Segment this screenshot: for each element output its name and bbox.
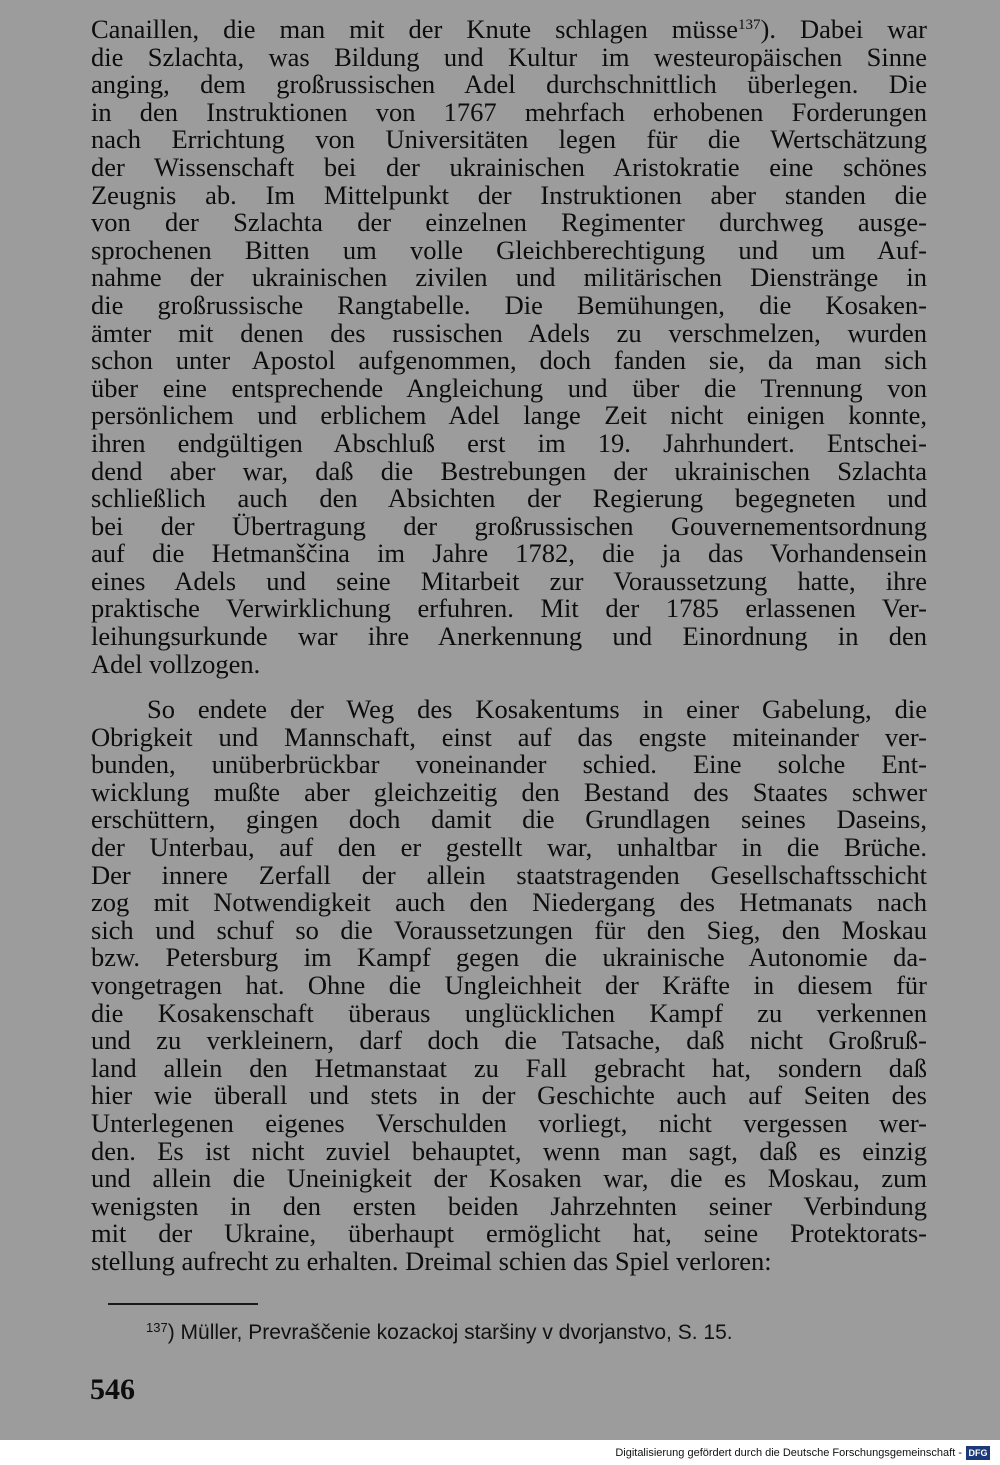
text-line <box>91 1245 927 1276</box>
line-text: in den Instruktionen von 1767 mehrfach erhobenen Forderungen <box>91 96 927 127</box>
footnote <box>146 1319 733 1347</box>
footnote-separator <box>108 1303 258 1305</box>
line-text: persönlichem und erblichem Adel lange Zeit nicht einigen konnte, <box>91 400 927 431</box>
text-line <box>91 540 927 568</box>
text-line <box>91 1082 927 1110</box>
text-line <box>91 289 927 320</box>
line-text: und zu verkleinern, darf doch die Tatsache, daß nicht Großruß- <box>91 1025 927 1056</box>
text-line <box>91 16 927 44</box>
paragraph-1 <box>91 16 927 678</box>
line-text: den. Es ist nicht zuviel behauptet, wenn man sagt, daß es einzig <box>91 1135 927 1166</box>
text-line <box>91 648 927 679</box>
footnote-text: ) Müller, Prevraščenie kozackoj staršiny v dvorjanstvo, S. 15. <box>167 1321 733 1344</box>
line-text: dend aber war, daß die Bestrebungen der ukrainischen Szlachta <box>91 455 927 486</box>
line-text: ihren endgültigen Abschluß erst im 19. Jahrhundert. Entschei- <box>91 427 927 458</box>
line-text: nahme der ukrainischen zivilen und militärischen Dienstränge in <box>91 262 927 293</box>
line-text: praktische Verwirklichung erfuhren. Mit der 1785 erlassenen Ver- <box>91 593 927 624</box>
line-text: die Szlachta, was Bildung und Kultur im westeuropäischen Sinne <box>91 41 927 72</box>
line-text: Obrigkeit und Mannschaft, einst auf das engste miteinander ver- <box>91 721 927 752</box>
text-line <box>91 696 927 724</box>
text-line <box>91 71 927 99</box>
dfg-logo: DFG <box>966 1446 990 1460</box>
line-text: Adel vollzogen. <box>91 648 261 679</box>
text-line <box>91 1190 927 1221</box>
text-line <box>91 402 927 430</box>
line-text: mit der Ukraine, überhaupt ermöglicht hat, seine Protektorats- <box>91 1218 927 1249</box>
line-text: der Wissenschaft bei der ukrainischen Aristokratie eine schönes <box>91 151 927 182</box>
line-text: bunden, unüberbrückbar voneinander schied. Eine solche Ent- <box>91 749 927 780</box>
text-line <box>91 151 927 182</box>
line-text: erschüttern, gingen doch damit die Grundlagen seines Daseins, <box>91 804 927 835</box>
text-line <box>91 96 927 127</box>
text-line <box>91 372 927 403</box>
line-text: nach Errichtung von Universitäten legen für die Wertschätzung <box>91 124 927 155</box>
line-text: stellung aufrecht zu erhalten. Dreimal schien das Spiel verloren: <box>91 1245 772 1276</box>
text-line <box>91 623 927 651</box>
text-line <box>91 806 927 834</box>
text-line <box>91 455 927 486</box>
text-line <box>91 317 927 348</box>
line-text: zog mit Notwendigkeit auch den Niedergang des Hetmanats nach <box>91 887 927 918</box>
line-text: wenigsten in den ersten beiden Jahrzehnten seiner Verbindung <box>91 1190 927 1221</box>
text-line <box>91 41 927 72</box>
text-line <box>91 1220 927 1248</box>
text-line <box>91 997 927 1028</box>
line-text: sprochenen Bitten um volle Gleichberechtigung und um Auf- <box>91 234 927 265</box>
line-text: ämter mit denen des russischen Adels zu verschmelzen, wurden <box>91 317 927 348</box>
text-line <box>91 485 927 513</box>
text-line <box>91 859 927 890</box>
line-text-tail: ). Dabei war <box>760 14 927 44</box>
line-text: wicklung mußte aber gleichzeitig den Bestand des Staates schwer <box>91 776 927 807</box>
text-line <box>91 126 927 154</box>
footnote-marker: 137 <box>146 1320 168 1335</box>
line-text: eines Adels und seine Mitarbeit zur Voraussetzung hatte, ihre <box>91 565 927 596</box>
text-line <box>91 1135 927 1166</box>
text-line <box>91 914 927 945</box>
line-text: der Unterbau, auf den er gestellt war, unhaltbar in die Brüche. <box>91 831 927 862</box>
text-line <box>91 179 927 210</box>
line-text: leihungsurkunde war ihre Anerkennung und Einordnung in den <box>91 621 927 652</box>
line-text: Unterlegenen eigenes Verschulden vorliegt, nicht vergessen wer- <box>91 1107 927 1138</box>
footnote-reference: 137 <box>738 17 761 33</box>
page-number: 546 <box>90 1373 135 1406</box>
line-text: Der innere Zerfall der allein staatstragenden Gesellschaftsschicht <box>91 859 927 890</box>
line-text: So endete der Weg des Kosakentums in einer Gabelung, die <box>147 694 927 724</box>
line-text: schon unter Apostol aufgenommen, doch fanden sie, da man sich <box>91 345 927 376</box>
line-text: schließlich auch den Absichten der Regierung begegneten und <box>91 483 927 514</box>
text-line <box>91 595 927 623</box>
line-text: die großrussische Rangtabelle. Die Bemühungen, die Kosaken- <box>91 289 927 320</box>
text-line <box>91 1165 927 1193</box>
digitization-credit: Digitalisierung gefördert durch die Deutsche Forschungsgemeinschaft - <box>615 1447 962 1459</box>
text-line <box>91 427 927 458</box>
line-text: und allein die Uneinigkeit der Kosaken war, die es Moskau, zum <box>91 1163 927 1194</box>
text-line <box>91 944 927 972</box>
text-line <box>91 234 927 265</box>
text-line <box>91 1107 927 1138</box>
line-text: die Kosakenschaft überaus unglücklichen Kampf zu verkennen <box>91 997 927 1028</box>
text-line <box>91 565 927 596</box>
text-line <box>91 969 927 1000</box>
line-text: auf die Hetmanščina im Jahre 1782, die ja das Vorhandensein <box>91 538 927 569</box>
text-line <box>91 889 927 917</box>
line-text: Zeugnis ab. Im Mittelpunkt der Instruktionen aber standen die <box>91 179 927 210</box>
text-line <box>91 209 927 237</box>
text-line <box>91 1052 927 1083</box>
paragraph-2 <box>91 696 927 1275</box>
line-text: hier wie überall und stets in der Geschichte auch auf Seiten des <box>91 1080 927 1111</box>
line-text: bzw. Petersburg im Kampf gegen die ukrainische Autonomie da- <box>91 942 927 973</box>
line-text: Canaillen, die man mit der Knute schlagen müsse <box>91 14 739 44</box>
line-text: land allein den Hetmanstaat zu Fall gebracht hat, sondern daß <box>91 1052 927 1083</box>
text-line <box>91 776 927 807</box>
text-line <box>91 831 927 862</box>
text-line <box>91 347 927 375</box>
text-line <box>91 510 927 541</box>
line-text: von der Szlachta der einzelnen Regimenter durchweg ausge- <box>91 207 927 238</box>
line-text: über eine entsprechende Angleichung und über die Trennung von <box>91 372 927 403</box>
text-line <box>91 264 927 292</box>
line-text: anging, dem großrussischen Adel durchschnittlich überlegen. Die <box>91 69 927 100</box>
text-line <box>91 721 927 752</box>
text-line <box>91 1027 927 1055</box>
line-text: vongetragen hat. Ohne die Ungleichheit der Kräfte in diesem für <box>91 969 927 1000</box>
line-text: bei der Übertragung der großrussischen Gouvernementsordnung <box>91 510 927 541</box>
text-line <box>91 751 927 779</box>
line-text: sich und schuf so die Voraussetzungen für den Sieg, den Moskau <box>91 914 927 945</box>
